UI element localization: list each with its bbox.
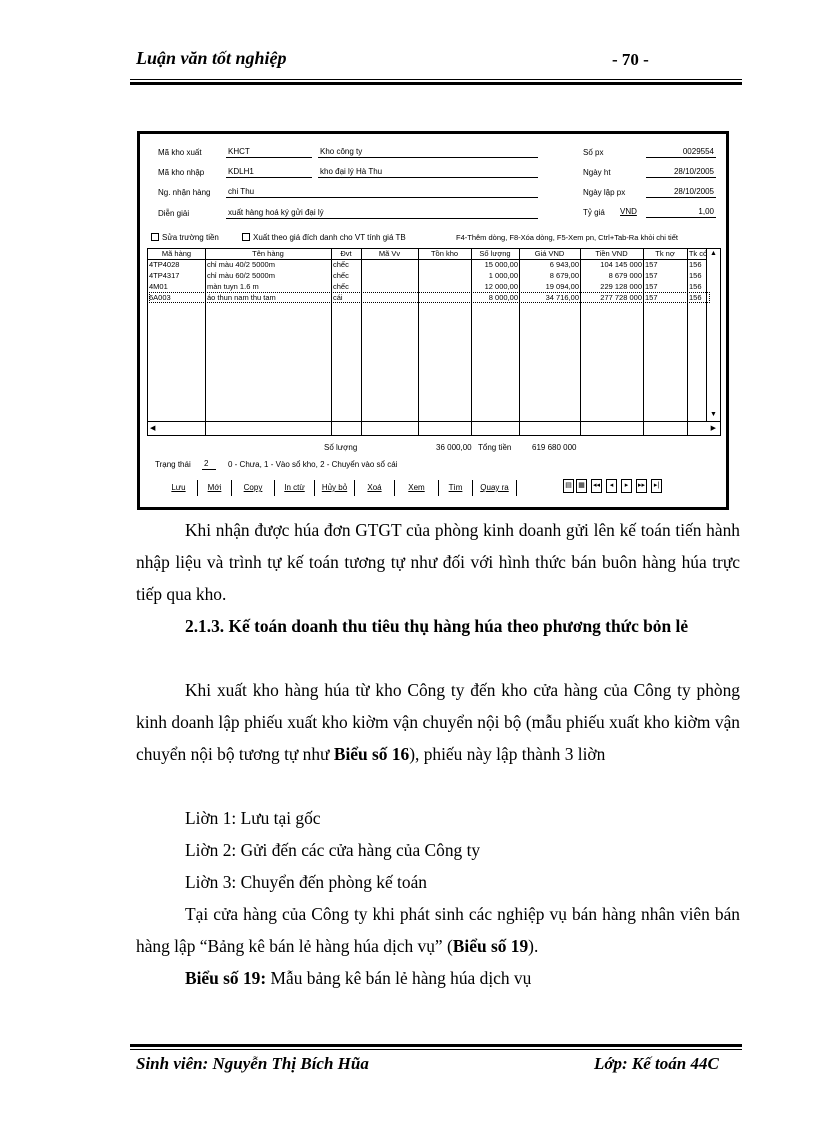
label-ngay-lap-px: Ngày lập px (583, 188, 626, 197)
header-rule-thin (130, 79, 742, 80)
status-hint: 0 - Chưa, 1 - Vào sổ kho, 2 - Chuyển vào sổ cái (228, 460, 398, 469)
grid-cell[interactable]: 229 128 000 (600, 282, 642, 291)
grid-cell[interactable]: 8 679 000 (608, 271, 642, 280)
lien-1-line: Liờn 1: Lưu tại gốc (185, 808, 321, 828)
paragraph-intro: Khi nhận được húa đơn GTGT của phòng kinh doanh gửi lên kế toán tiến hành nhập liệu và trình tự kế toán tương tự như đối với hình thức bán buôn hàng húa trực tiếp qua kho. (136, 520, 740, 604)
print-button[interactable]: In ctừ (275, 480, 315, 496)
grid-cell[interactable]: 157 (645, 260, 658, 269)
footer-rule-thin (130, 1049, 742, 1050)
footer-class: Lớp: Kế toán 44C (594, 1054, 719, 1073)
grid-col-divider (418, 249, 419, 435)
grid-cell[interactable]: 157 (645, 293, 658, 302)
checkbox-box[interactable] (151, 233, 159, 241)
grid-col-divider (643, 249, 644, 435)
grid-cell[interactable]: 156 (689, 282, 702, 291)
checkbox-box[interactable] (242, 233, 250, 241)
grid-header-ton-kho: Tồn kho (430, 249, 459, 258)
grid-col-divider (331, 249, 332, 435)
field-ngay-ht[interactable]: 28/10/2005 (646, 167, 716, 178)
view-button[interactable]: Xem (395, 480, 439, 496)
grid-cell[interactable]: chỉ màu 40/2 5000m (207, 260, 275, 269)
grid-cell[interactable]: cái (333, 293, 343, 302)
items-grid[interactable] (147, 248, 721, 436)
status-label: Trạng thái (155, 460, 191, 469)
grid-header-tien: Tiền VND (595, 249, 628, 258)
grid-cell[interactable]: 157 (645, 282, 658, 291)
grid-cell[interactable]: 6A003 (149, 293, 171, 302)
copy-button[interactable]: Copy (232, 480, 275, 496)
grid-header-gia: Giá VND (534, 249, 565, 258)
first-record-icon[interactable]: ◂◂ (591, 479, 602, 493)
checkbox-label: Xuất theo giá đích danh cho VT tính giá TB (253, 233, 406, 242)
grid-col-divider (687, 249, 688, 435)
total-qty-value: 36 000,00 (436, 443, 472, 452)
prev-record-icon[interactable]: ◂ (606, 479, 617, 493)
grid-cell[interactable]: chỉ màu 60/2 5000m (207, 271, 275, 280)
list-icon[interactable]: ▤ (563, 479, 574, 493)
grid-cell[interactable]: 8 679,00 (549, 271, 579, 280)
scroll-down-icon[interactable]: ▼ (710, 411, 717, 418)
grid-header-dvt: Đvt (340, 249, 352, 258)
grid-cell[interactable]: 4TP4028 (149, 260, 180, 269)
scroll-right-icon[interactable]: ▶ (710, 425, 716, 432)
checkbox-sua-truong-tien[interactable] (151, 233, 219, 243)
label-ma-kho-nhap: Mã kho nhập (158, 168, 205, 177)
grid-header-ma-hang: Mã hàng (161, 249, 192, 258)
paragraph-cua-hang: Tại cửa hàng của Công ty khi phát sinh các nghiệp vụ bán hàng nhân viên bán hàng lập “Bảng kê bán lẻ hàng húa dịch vụ” (Biểu số 19). (136, 904, 740, 956)
grid-cell[interactable]: chếc (333, 260, 349, 269)
label-ty-gia: Tỷ giá (583, 208, 605, 217)
exit-button[interactable]: Quay ra (473, 480, 517, 496)
label-ma-kho-xuat: Mã kho xuất (158, 148, 202, 157)
currency-select[interactable]: VND (620, 207, 637, 216)
grid-cell[interactable]: 156 (689, 260, 702, 269)
field-ngay-lap-px[interactable]: 28/10/2005 (646, 187, 716, 198)
hotkey-hint: F4-Thêm dòng, F8-Xóa dòng, F5-Xem pn, Ctrl+Tab-Ra khỏi chi tiết (456, 233, 678, 242)
running-header-title: Luận văn tốt nghiệp (136, 48, 287, 68)
paragraph-xuat-kho: Khi xuất kho hàng húa từ kho Công ty đến kho cửa hàng của Công ty phòng kinh doanh lập phiếu xuất kho kiờm vận chuyển nội bộ (mẫu phiếu xuất kho kiờm vận chuyển nội bộ tương tự như Biểu số 16), phiếu này lập thành 3 liờn (136, 680, 740, 764)
field-ty-gia[interactable]: 1,00 (646, 207, 716, 218)
grid-header-so-luong: Số lượng (479, 249, 511, 258)
lien-3-line: Liờn 3: Chuyển đến phòng kế toán (185, 872, 427, 892)
grid-vertical-scrollbar[interactable] (706, 249, 720, 421)
label-dien-giai: Diễn giải (158, 209, 190, 218)
lien-2-line: Liờn 2: Gửi đến các cửa hàng của Công ty (185, 840, 481, 860)
section-heading: 2.1.3. Kế toán doanh thu tiêu thụ hàng húa theo phương thức bỏn lẻ (185, 616, 689, 636)
next-record-icon[interactable]: ▸ (621, 479, 632, 493)
grid-cell[interactable]: 1 000,00 (488, 271, 518, 280)
field-ma-kho-nhap[interactable]: KDLH1 (226, 167, 312, 178)
grid-cell[interactable]: 4TP4317 (149, 271, 180, 280)
delete-button[interactable]: Xoá (355, 480, 395, 496)
new-button[interactable]: Mới (198, 480, 232, 496)
page-number: - 70 - (612, 50, 649, 69)
grid-cell[interactable]: 156 (689, 293, 702, 302)
grid-cell[interactable]: chếc (333, 282, 349, 291)
caption-bieu-so-19: Biểu số 19: Mẫu bảng kê bán lẻ hàng húa dịch vụ (185, 968, 532, 988)
end-record-icon[interactable]: ▸| (651, 479, 662, 493)
grid-header-ma-vv: Mã Vv (378, 249, 401, 258)
label-ngay-ht: Ngày ht (583, 168, 611, 177)
find-button[interactable]: Tìm (439, 480, 473, 496)
grid-cell[interactable]: 34 716,00 (545, 293, 579, 302)
grid-cell[interactable]: 4M01 (149, 282, 168, 291)
grid-cell[interactable]: 19 094,00 (545, 282, 579, 291)
grid-header-tk-no: Tk nợ (655, 249, 675, 258)
footer-rule-thick (130, 1044, 742, 1047)
software-screenshot (137, 131, 729, 510)
grid-cell[interactable]: 8 000,00 (488, 293, 518, 302)
grid-cell[interactable]: 6 943,00 (549, 260, 579, 269)
calculator-icon[interactable]: ▦ (576, 479, 587, 493)
checkbox-xuat-theo-gia[interactable] (242, 233, 406, 243)
label-ng-nhan-hang: Ng. nhận hàng (158, 188, 211, 197)
checkbox-label: Sửa trường tiền (162, 233, 219, 242)
last-record-icon[interactable]: ▸▸ (636, 479, 647, 493)
grid-col-divider (361, 249, 362, 435)
total-qty-label: Số lượng (324, 443, 358, 452)
footer-student: Sinh viên: Nguyễn Thị Bích Hũa (136, 1054, 369, 1073)
grid-cell[interactable]: 12 000,00 (484, 282, 518, 291)
grid-horizontal-scrollbar[interactable] (148, 421, 720, 435)
field-ten-kho-xuat: Kho công ty (318, 147, 538, 158)
cancel-button[interactable]: Hủy bỏ (315, 480, 355, 496)
grid-cell[interactable]: áo thun nam thu tam (207, 293, 276, 302)
grid-header-ten-hang: Tên hàng (252, 249, 284, 258)
field-ma-kho-xuat[interactable]: KHCT (226, 147, 312, 158)
scroll-up-icon[interactable]: ▲ (710, 250, 717, 257)
label-so-px: Số px (583, 148, 604, 157)
grid-cell[interactable]: 104 145 000 (600, 260, 642, 269)
grid-cell[interactable]: 157 (645, 271, 658, 280)
grid-cell[interactable]: 15 000,00 (484, 260, 518, 269)
grid-col-divider (205, 249, 206, 435)
field-ten-kho-nhap: kho đại lý Hà Thu (318, 167, 538, 178)
status-field[interactable]: 2 (202, 459, 216, 470)
field-ng-nhan-hang[interactable]: chi Thu (226, 187, 538, 198)
grid-header-tk-co: Tk có (688, 249, 708, 258)
total-amount-value: 619 680 000 (532, 443, 577, 452)
field-dien-giai[interactable]: xuất hàng hoá ký gửi đại lý (226, 208, 538, 219)
total-amount-label: Tổng tiền (478, 443, 512, 452)
grid-cell[interactable]: màn tuyn 1.6 m (207, 282, 259, 291)
header-rule-thick (130, 82, 742, 85)
grid-cell[interactable]: 277 728 000 (600, 293, 642, 302)
field-so-px[interactable]: 0029554 (646, 147, 716, 158)
grid-cell[interactable]: 156 (689, 271, 702, 280)
save-button[interactable]: Lưu (160, 480, 198, 496)
scroll-left-icon[interactable]: ◀ (150, 425, 156, 432)
grid-cell[interactable]: chếc (333, 271, 349, 280)
